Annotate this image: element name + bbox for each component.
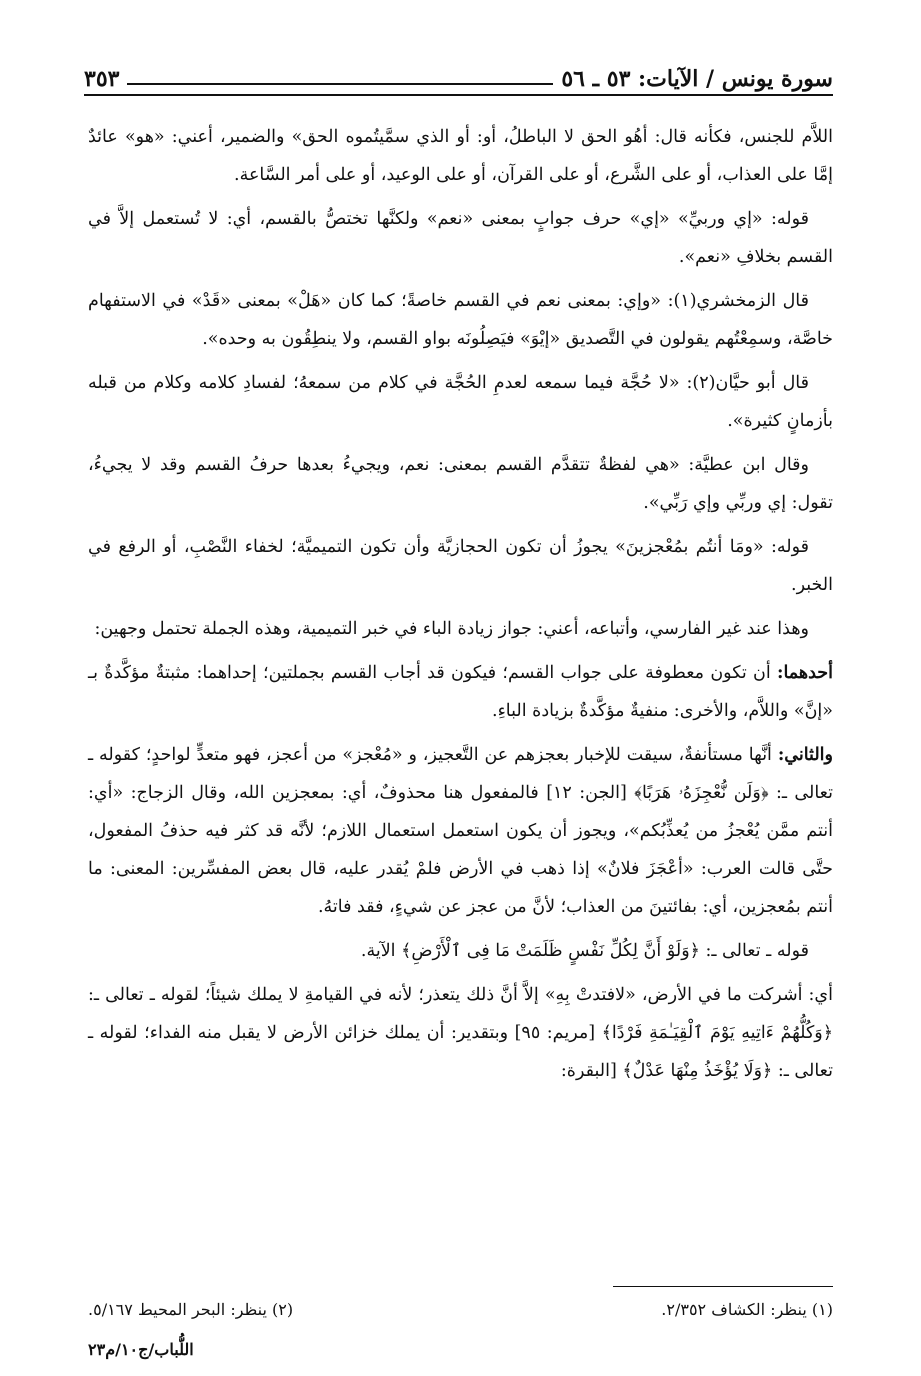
paragraph: وقال ابن عطيَّة: «هي لفظةٌ تتقدَّم القسم بمعنى: نعم، ويجيءُ بعدها حرفُ القسم وقد لا يجيءُ، تقول: إي وربِّي وإي رَبِّي».	[88, 455, 833, 513]
volume-signature: اللُّباب/ج١٠/م٢٣	[88, 1340, 194, 1359]
footnote-rule	[613, 1286, 833, 1287]
paragraph: قال الزمخشري(١): «وإي: بمعنى نعم في القسم خاصةً؛ كما كان «هَلْ» بمعنى «قَدْ» في الاستفهام خاصَّة، وسمِعْتُهم يقولون في التَّصديق «إيْوَ» فيَصِلُونَه بواو القسم، ولا ينطِقُون به وحده».	[88, 291, 833, 349]
paragraph: وهذا عند غير الفارسي، وأتباعه، أعني: جواز زيادة الباء في خبر التميمية، وهذه الجملة تحتمل وجهين:	[94, 619, 809, 639]
paragraph: قال أبو حيَّان(٢): «لا حُجَّة فيما سمعه لعدمِ الحُجَّة في كلام من سمعهُ؛ لفسادِ كلامه وكلام من قبله بأزمانٍ كثيرة».	[88, 373, 833, 431]
page-number: ٣٥٣	[84, 66, 120, 92]
point-two	[88, 736, 833, 926]
running-header	[84, 58, 833, 92]
paragraph: قوله ـ تعالى ـ: ﴿وَلَوْ أَنَّ لِكُلِّ نَفْسٍ ظَلَمَتْ مَا فِى ٱلْأَرْضِ﴾ الآية.	[360, 941, 809, 961]
paragraph: أي: أشركت ما في الأرض، «لافتدتْ بِهِ» إلاَّ أنَّ ذلك يتعذر؛ لأنه في القيامةِ لا يملك شيئاً؛ لقوله ـ تعالى ـ: ﴿وَكُلُّهُمْ ءَاتِيهِ يَوْمَ ٱلْقِيَـٰمَةِ فَرْدًا﴾ [مريم: ٩٥] وبتقدير: أن يملك خزائن الأرض لا يقبل منه الفداء؛ لقوله ـ تعالى ـ: ﴿وَلَا يُؤْخَذُ مِنْهَا عَدْلٌ﴾ [البقرة:	[88, 985, 834, 1081]
paragraph: اللاَّم للجنس، فكأنه قال: أهُو الحق لا الباطلُ، أو: أو الذي سمَّيتُموه الحق» والضمير، أعني: «هو» عائدٌ إمَّا على العذاب، أو على الشَّرع، أو على القرآن، أو على الوعيد، أو على أمر السَّاعة.	[88, 127, 833, 185]
footnotes	[88, 1296, 833, 1324]
surah-verse-title: سورة يونس / الآيات: ٥٣ ـ ٥٦	[561, 66, 833, 92]
main-text	[88, 118, 833, 1096]
point-one	[88, 654, 833, 730]
header-rule	[127, 83, 553, 85]
header-divider	[84, 94, 833, 96]
footnote-1: (١) ينظر: الكشاف ٢/٣٥٢.	[661, 1300, 833, 1319]
point-two-text: أنَّها مستأنفةٌ، سيقت للإخبار بعجزهم عن التَّعجيز، و «مُعْجز» من أعجز، فهو متعدٍّ لواحدٍ؛ كقوله ـ تعالى ـ: ﴿وَلَن نُّعْجِزَهُۥ هَرَبًا﴾ [الجن: ١٢] فالمفعول هنا محذوفٌ، أي: بمعجزين الله، وقال الزجاج: «أي: أنتم ممَّن يُعْجزُ من يُعذِّبُكم»، ويجوز أن يكون استعمل استعمال اللازم؛ لأنَّه قد كثر فيه حذفُ المفعول، حتَّى قالت العرب: «أعْجَزَ فلانٌ» إذا ذهب في الأرض فلمْ يُقدر عليه، قال بعض المفسِّرين: المعنى: ما أنتم بمُعجزين، أي: بفائتينَ من العذاب؛ لأنَّ من عجز عن شيءٍ، فقد فاتهُ.	[88, 745, 833, 917]
paragraph: قوله: «ومَا أنتُم بمُعْجزينَ» يجوزُ أن تكون الحجازيَّة وأن تكون التميميَّة؛ لخفاء النَّصْبِ، أو الرفع في الخبر.	[88, 537, 833, 595]
point-one-label: أحدهما:	[776, 663, 833, 683]
paragraph: قوله: «إي وربيِّ» «إي» حرف جوابٍ بمعنى «نعم» ولكنَّها تختصُّ بالقسم، أي: لا تُستعمل إلاَّ في القسم بخلافِ «نعم».	[88, 209, 833, 267]
point-two-label: والثاني:	[777, 745, 833, 765]
point-one-text: أن تكون معطوفة على جواب القسم؛ فيكون قد أجاب القسم بجملتين؛ إحداهما: مثبتةٌ مؤكَّدةٌ بـ «إنَّ» واللاَّم، والأخرى: منفيةٌ مؤكَّدةٌ بزيادة الباءِ.	[88, 663, 833, 721]
footnote-2: (٢) ينظر: البحر المحيط ٥/١٦٧.	[88, 1300, 294, 1319]
